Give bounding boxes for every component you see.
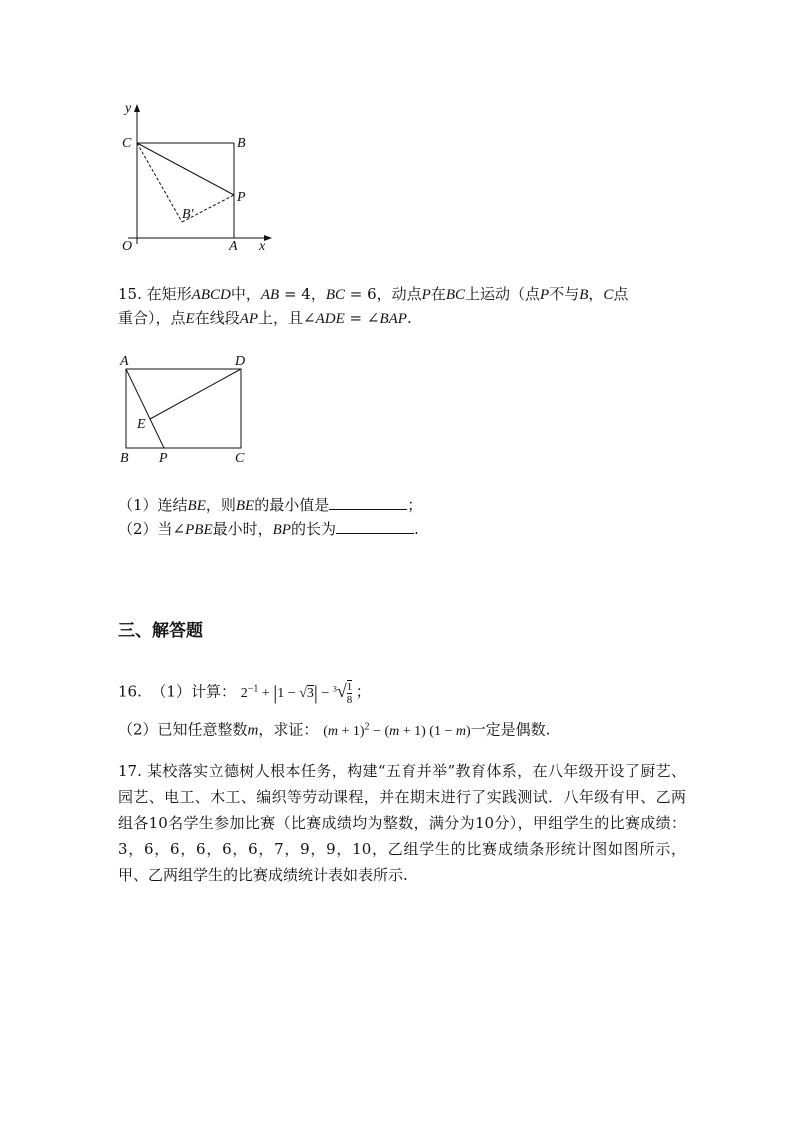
label-y: y [125, 101, 132, 116]
coordinate-figure [110, 98, 280, 258]
question-16-part1: 16. （1）计算： $2^{-1} + |1 - √3| - ^3√$ $\frac{1}{8}$ ； [118, 680, 371, 707]
label-a: A [229, 239, 238, 254]
label-c: C [122, 136, 132, 151]
answer-blank[interactable] [329, 495, 407, 510]
rectangle-figure [112, 350, 262, 468]
label-c: C [235, 451, 245, 466]
section-title: 三、解答题 [118, 621, 203, 641]
label-b: B [237, 136, 246, 151]
label-b-prime: B′ [182, 207, 194, 222]
expression-2: $(m + 1)^2 - (m + 1)$ (1 − m) [323, 721, 471, 739]
question-17: 17. 某校落实立德树人根本任务，构建“五育并举”教育体系，在八年级开设了厨艺、园艺、电工、木工、编织等劳动课程，并在期末进行了实践测试．八年级有甲、乙两组各10名学生参加比赛（比赛成绩均为整数，满分为10分），甲组学生的比赛成绩：3，6，6，6，6，6，7，9，9，10，乙组学生的比赛成绩条形统计图如图所示，甲、乙两组学生的比赛成绩统计表如表所示. [118, 762, 686, 884]
label-d: D [235, 354, 246, 369]
label-p: P [159, 451, 168, 466]
question-16-part2: （2）已知任意整数m，求证： $(m + 1)^2 - (m + 1)$ (1 − m)一定是偶数. [118, 720, 551, 739]
expression-1: $2^{-1} + |1 - √3| - ^3√$ $\frac{1}{8}$ [240, 680, 353, 707]
label-o: O [122, 239, 133, 254]
label-a: A [120, 354, 129, 369]
label-p: P [237, 190, 246, 205]
label-b: B [120, 451, 129, 466]
answer-blank[interactable] [336, 519, 414, 534]
question-15-part1: （1）连结BE，则BE的最小值是 ； [118, 496, 423, 514]
question-15-line1: 15. 在矩形ABCD中，AB = 4，BC = 6，动点P在BC上运动（点P不与B，C点 [118, 285, 629, 303]
label-e: E [137, 417, 146, 432]
label-x: x [259, 239, 266, 254]
question-15-part2: （2）当∠PBE最小时，BP的长为 . [118, 520, 419, 538]
question-15-line2: 重合），点E在线段AP上，且∠ADE = ∠BAP. [118, 309, 412, 327]
